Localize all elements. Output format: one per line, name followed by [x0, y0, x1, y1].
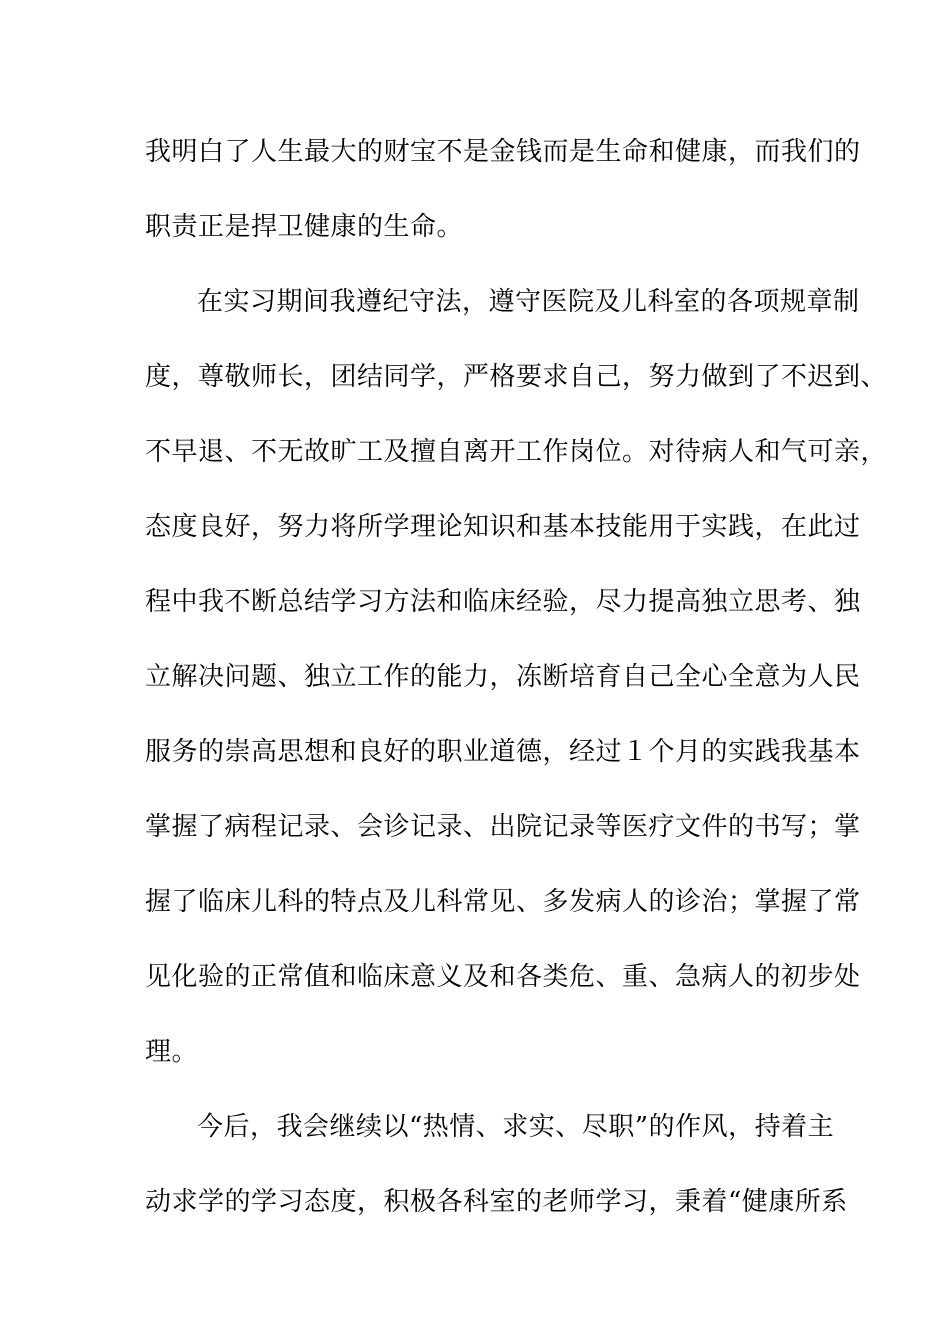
paragraph-line: 度，尊敬师长，团结同学，严格要求自己，努力做到了不迟到、	[145, 362, 888, 392]
paragraph-line: 今后，我会继续以“热情、求实、尽职”的作风，持着主	[197, 1112, 835, 1142]
paragraph-line: 服务的崇高思想和良好的职业道德，经过１个月的实践我基本	[145, 737, 861, 767]
paragraph-line: 掌握了病程记录、会诊记录、出院记录等医疗文件的书写；掌	[145, 812, 861, 842]
paragraph-line: 握了临床儿科的特点及儿科常见、多发病人的诊治；掌握了常	[145, 887, 861, 917]
paragraph-line: 见化验的正常值和临床意义及和各类危、重、急病人的初步处	[145, 962, 861, 992]
paragraph-line: 态度良好，努力将所学理论知识和基本技能用于实践，在此过	[145, 512, 861, 542]
paragraph-line: 立解决问题、独立工作的能力，冻断培育自己全心全意为人民	[145, 662, 861, 692]
paragraph-line: 动求学的学习态度，积极各科室的老师学习，秉着“健康所系	[145, 1187, 848, 1217]
paragraph-line: 程中我不断总结学习方法和临床经验，尽力提高独立思考、独	[145, 587, 861, 617]
paragraph-line: 在实习期间我遵纪守法，遵守医院及儿科室的各项规章制	[197, 287, 860, 317]
paragraph-line: 我明白了人生最大的财宝不是金钱而是生命和健康，而我们的	[145, 137, 861, 167]
paragraph-line: 不早退、不无故旷工及擅自离开工作岗位。对待病人和气可亲，	[145, 437, 888, 467]
paragraph-line: 职责正是捍卫健康的生命。	[145, 212, 464, 242]
paragraph-line: 理。	[145, 1037, 199, 1067]
